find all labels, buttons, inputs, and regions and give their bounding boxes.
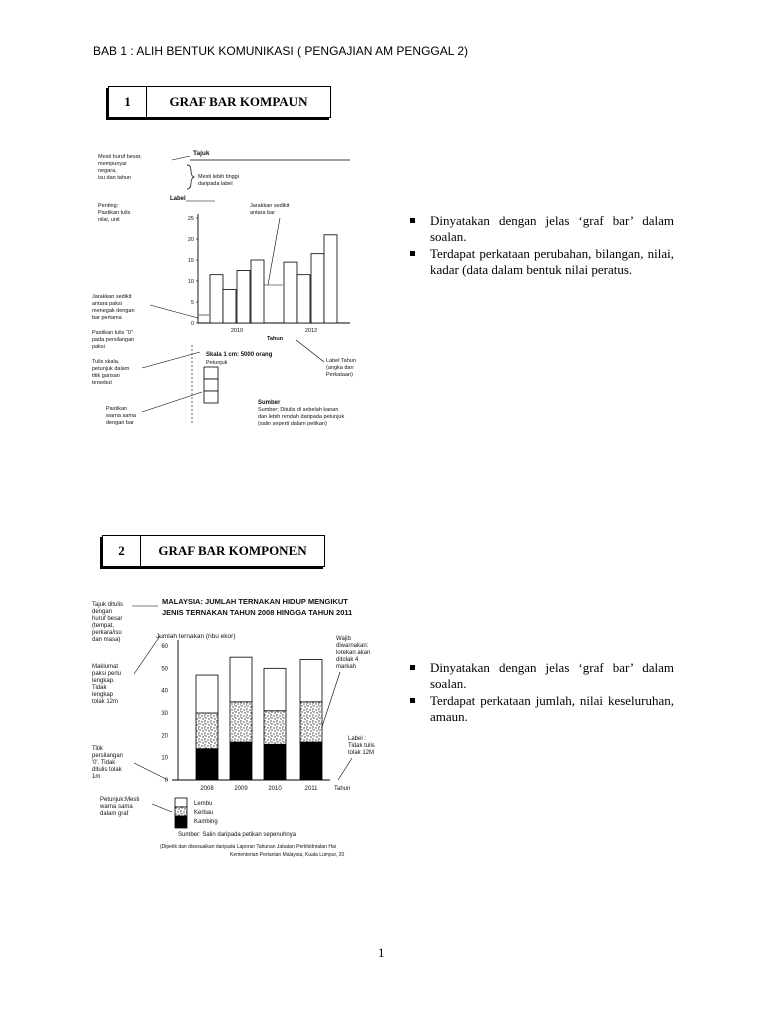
fig2-bar-segment <box>264 668 286 710</box>
svg-text:Pastikan: Pastikan <box>106 406 128 412</box>
fig1-color-note <box>105 406 137 426</box>
fig2-ylabel: Jumlah ternakan (ribu ekor) <box>156 633 236 640</box>
svg-text:warna sama: warna sama <box>106 413 136 419</box>
svg-text:warna sama: warna sama <box>100 804 133 810</box>
fig2-x-tick: 2009 <box>234 786 248 792</box>
svg-text:markah: markah <box>336 664 357 670</box>
legend-swatch-kerbau <box>175 807 187 816</box>
svg-text:(tempat,: (tempat, <box>92 623 115 629</box>
fig1-bar <box>210 275 223 323</box>
section-1-number: 1 <box>109 87 147 117</box>
fig1-brace-note <box>198 174 239 187</box>
page-header: BAB 1 : ALIH BENTUK KOMUNIKASI ( PENGAJIAN AM PENGGAL 2) <box>93 44 468 58</box>
fig1-y-tick: 20 <box>187 237 194 243</box>
legend-swatch-lembu <box>175 798 187 807</box>
page-number: 1 <box>378 945 385 960</box>
svg-text:Kementerian Pertanian Malaysia: Kementerian Pertanian Malaysia, Kuala Lumpur, 20 <box>230 852 345 858</box>
fig2-bar-segment <box>300 659 322 701</box>
svg-text:Jarakkan sedikit: Jarakkan sedikit <box>250 203 290 209</box>
legend-label: Lembu <box>194 801 213 807</box>
fig1-skala: Skala 1 cm: 5000 orang <box>206 352 273 358</box>
svg-text:Sumber: Ditulis di sebelah kan: Sumber: Ditulis di sebelah kanan <box>258 407 339 413</box>
svg-text:daripada label: daripada label <box>198 181 233 187</box>
fig1-label-note <box>98 203 131 223</box>
fig2-x-tick: 2011 <box>304 786 318 792</box>
svg-text:Penting:: Penting: <box>98 203 119 209</box>
fig1-tajuk-label: Tajuk <box>193 150 210 157</box>
fig2-y-tick: 30 <box>161 711 168 717</box>
fig2-axis-note <box>92 664 121 705</box>
svg-text:Tajuk ditulis: Tajuk ditulis <box>92 602 124 608</box>
svg-text:pada persilangan: pada persilangan <box>92 337 135 343</box>
svg-text:dan masa): dan masa) <box>92 637 121 643</box>
fig2-legend <box>175 798 218 828</box>
fig2-zero-note <box>92 746 123 780</box>
svg-text:dengan bar: dengan bar <box>106 420 134 426</box>
fig1-label-label: Label <box>170 196 186 202</box>
fig1-y-tick: 15 <box>187 258 194 264</box>
svg-text:Maklumat: Maklumat <box>92 664 119 670</box>
figure-1-svg <box>90 140 380 440</box>
fig2-bar-segment <box>300 742 322 780</box>
svg-text:nilai, unit: nilai, unit <box>98 217 120 223</box>
fig1-sumber-title: Sumber <box>258 400 281 406</box>
svg-text:lengkap: lengkap <box>92 692 114 698</box>
fig1-x-tick: 2010 <box>230 328 244 334</box>
svg-text:tolak 12m: tolak 12m <box>92 699 119 705</box>
fig2-y-tick: 50 <box>161 666 168 673</box>
svg-text:dan lebih rendah daripada petu: dan lebih rendah daripada petunjuk <box>258 414 345 420</box>
figure-compound-bar <box>90 140 380 440</box>
fig2-bar-segment <box>264 711 286 745</box>
svg-text:paksi: paksi <box>92 344 105 350</box>
svg-text:Jarakkan sedikit: Jarakkan sedikit <box>92 294 132 300</box>
fig1-bar <box>237 271 250 324</box>
fig2-xlabel: Tahun <box>334 786 351 792</box>
svg-text:huruf besar: huruf besar <box>92 616 123 622</box>
fig1-scale-note <box>92 359 130 386</box>
fig2-y-tick: 40 <box>161 688 168 695</box>
fig2-wajib-note <box>336 636 370 670</box>
fig2-bar-segment <box>230 742 252 780</box>
svg-text:(salin seperti dalam petikan): (salin seperti dalam petikan) <box>258 421 327 427</box>
svg-text:1m: 1m <box>92 774 101 780</box>
svg-text:dalam graf: dalam graf <box>100 811 129 817</box>
fig1-zero-note <box>92 330 134 350</box>
svg-text:bar pertama: bar pertama <box>92 315 122 321</box>
svg-text:Tidak tulis: Tidak tulis <box>348 743 375 749</box>
svg-text:Mesti huruf besar,: Mesti huruf besar, <box>98 154 142 160</box>
svg-text:titik garisan: titik garisan <box>92 373 120 379</box>
fig2-bar-segment <box>300 702 322 742</box>
fig2-bar-segment <box>196 749 218 780</box>
svg-text:(angka dan: (angka dan <box>326 365 354 371</box>
section-1-bullet: Dinyatakan dengan jelas ‘graf bar’ dalam soalan. <box>408 213 674 245</box>
svg-text:Label :: Label : <box>348 736 367 742</box>
fig2-sumber: Sumber: Salin daripada petikan sepenuhnya <box>178 832 297 838</box>
fig2-title-note <box>92 602 123 643</box>
section-2-bullet: Terdapat perkataan jumlah, nilai keseluruhan, amaun. <box>408 693 674 725</box>
fig1-legend-boxes <box>204 367 218 403</box>
section-2-bullet: Dinyatakan dengan jelas ‘graf bar’ dalam soalan. <box>408 660 674 692</box>
fig1-tajuk-note <box>98 154 142 181</box>
section-2-title: GRAF BAR KOMPONEN <box>158 543 307 558</box>
section-1-heading <box>108 86 331 118</box>
fig1-bar <box>324 235 337 323</box>
fig1-bar <box>284 262 297 323</box>
svg-text:Mesti lebih tinggi: Mesti lebih tinggi <box>198 174 239 180</box>
fig1-y-tick: 0 <box>190 321 194 327</box>
fig2-x-tick: 2008 <box>200 786 214 792</box>
fig2-y-tick: 60 <box>161 644 168 650</box>
fig1-x-tick: 2012 <box>304 328 318 334</box>
fig1-bar <box>223 289 236 323</box>
fig2-bar-segment <box>196 713 218 749</box>
fig1-gap-note <box>250 203 290 216</box>
svg-text:antara paksi: antara paksi <box>92 301 122 307</box>
fig1-bar <box>311 254 324 323</box>
fig2-bar-segment <box>264 744 286 780</box>
svg-text:MALAYSIA: JUMLAH TERNAKAN HIDU: MALAYSIA: JUMLAH TERNAKAN HIDUP MENGIKUT <box>162 597 348 606</box>
svg-text:antara bar: antara bar <box>250 210 276 216</box>
legend-label: Kerbau <box>194 810 214 816</box>
fig1-axis-gap-note <box>92 294 135 321</box>
figure-component-bar <box>90 588 390 878</box>
svg-text:dengan: dengan <box>92 609 113 615</box>
section-1-title: GRAF BAR KOMPAUN <box>169 94 308 109</box>
svg-text:Pastikan tulis “0”: Pastikan tulis “0” <box>92 330 133 336</box>
fig2-bar-segment <box>230 702 252 742</box>
svg-text:isu dan tahun: isu dan tahun <box>98 175 132 181</box>
fig1-petunjuk: Petunjuk <box>206 360 228 366</box>
section-2-heading <box>102 535 325 567</box>
svg-text:Pastikan tulis: Pastikan tulis <box>98 210 131 216</box>
fig2-y-tick: 10 <box>161 755 168 762</box>
fig2-chart <box>161 640 350 792</box>
section-1-bullets <box>408 213 674 279</box>
svg-text:'0'. Tidak: '0'. Tidak <box>92 760 116 766</box>
figure-2-svg <box>90 588 390 878</box>
fig1-sumber-note <box>258 407 344 427</box>
fig2-bar-segment <box>196 675 218 713</box>
svg-text:lengkap.: lengkap. <box>92 678 115 684</box>
fig2-bar-segment <box>230 657 252 702</box>
svg-text:negara,: negara, <box>98 168 117 174</box>
svg-text:Perkataan): Perkataan) <box>326 372 353 378</box>
fig1-y-tick: 5 <box>190 300 194 306</box>
legend-swatch-kambing <box>175 816 187 828</box>
fig1-tahun-label <box>326 358 356 378</box>
svg-text:paksi perlu: paksi perlu <box>92 671 122 677</box>
svg-text:petunjuk dalam: petunjuk dalam <box>92 366 130 372</box>
svg-text:Tidak: Tidak <box>92 685 107 691</box>
svg-text:Label Tahun: Label Tahun <box>326 358 356 364</box>
svg-text:ditolak 4: ditolak 4 <box>336 657 359 663</box>
fig1-y-tick: 10 <box>187 279 194 285</box>
fig2-footnote <box>160 844 344 858</box>
fig1-xlabel: Tahun <box>266 336 284 342</box>
svg-text:lorekan akan: lorekan akan <box>336 650 371 656</box>
fig2-x-tick: 2010 <box>268 786 282 792</box>
svg-text:tersebut: tersebut <box>92 380 112 386</box>
svg-text:(Dipetik dan disesuaikan darip: (Dipetik dan disesuaikan daripada Laporan Tahunan Jabatan Perkhidmatan Hai <box>160 844 336 850</box>
fig1-y-tick: 25 <box>187 216 194 222</box>
svg-text:Titik: Titik <box>92 746 103 752</box>
svg-text:persilangan: persilangan <box>92 753 124 759</box>
svg-text:tolak 12M: tolak 12M <box>348 750 375 756</box>
fig2-title <box>162 597 352 617</box>
legend-label: Kambing <box>194 819 218 825</box>
svg-text:perkara/isu: perkara/isu <box>92 630 122 636</box>
svg-text:ditulis tolak: ditulis tolak <box>92 767 122 773</box>
svg-text:menegak dengan: menegak dengan <box>92 308 135 314</box>
svg-text:mempunyai: mempunyai <box>98 161 127 167</box>
fig2-y-tick: 20 <box>161 733 168 740</box>
fig2-label-note <box>348 736 375 756</box>
fig1-bar <box>251 260 264 323</box>
fig1-chart <box>188 214 350 342</box>
svg-text:Petunjuk:Mesti: Petunjuk:Mesti <box>100 797 140 803</box>
section-2-bullets <box>408 660 674 726</box>
svg-text:Wajib: Wajib <box>336 636 351 642</box>
section-2-number: 2 <box>103 536 141 566</box>
svg-text:Tulis skala,: Tulis skala, <box>92 359 120 365</box>
fig1-bar <box>297 275 310 323</box>
svg-text:JENIS TERNAKAN TAHUN 2008 HING: JENIS TERNAKAN TAHUN 2008 HINGGA TAHUN 2011 <box>162 608 353 617</box>
section-1-bullet: Terdapat perkataan perubahan, bilangan, nilai, kadar (data dalam bentuk nilai peratus. <box>408 246 674 278</box>
fig2-petunjuk-note <box>99 797 139 817</box>
svg-text:diwarnakan:: diwarnakan: <box>336 643 369 649</box>
fig2-y-tick: 0 <box>164 778 168 784</box>
